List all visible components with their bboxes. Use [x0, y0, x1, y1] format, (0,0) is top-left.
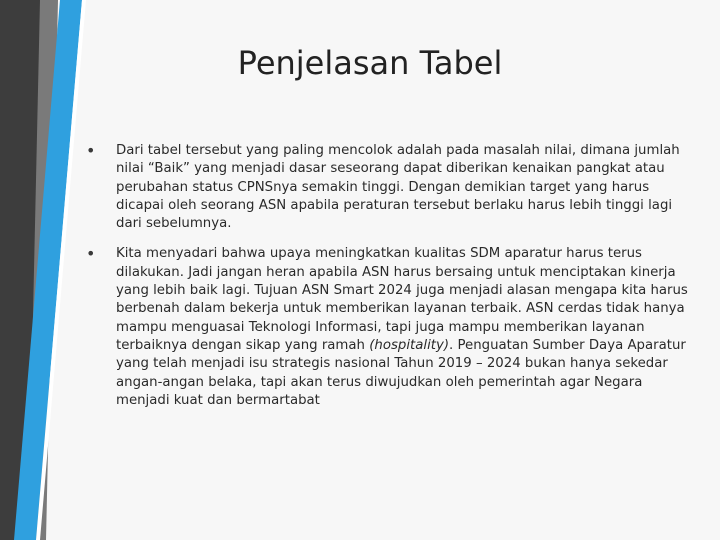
bullet-text: Dari tabel tersebut yang paling mencolok adalah pada masalah nilai, dimana jumlah nilai “Baik” yang menjadi dasar seseorang dapat diberikan kenaikan pangkat atau perubahan status CPNSnya semakin tinggi. Dengan demikian target yang harus dicapai oleh seorang ASN apabila peraturan tersebut berlaku harus lebih tinggi lagi dari sebelumnya.: [116, 143, 680, 232]
slide-title: Penjelasan Tabel: [237, 44, 503, 82]
bullet-dot-icon: •: [86, 141, 96, 160]
bullet-text-part: . Penguatan Sumber Daya Aparatur yang telah menjadi isu strategis nasional Tahun 2019 – 2024 bukan hanya sekedar angan-angan belaka, tapi akan terus diwujudkan oleh pemerintah agar Negara menjadi kuat dan bermartabat: [116, 337, 686, 408]
bullet-item: [82, 245, 694, 410]
bullet-item: [82, 142, 694, 233]
bullet-text-italic: (hospitality): [369, 337, 450, 353]
bullet-list: [82, 142, 694, 422]
bullet-dot-icon: •: [86, 244, 96, 264]
bullet-text: [116, 246, 688, 407]
bullet-text-part: Kita menyadari bahwa upaya meningkatkan kualitas SDM aparatur harus terus dilakukan. Jadi jangan heran apabila ASN harus bersaing untuk menciptakan kinerja yang lebih baik lagi. Tujuan ASN Smart 2024 juga menjadi alasan mengapa kita harus berbenah dalam bekerja untuk memberikan layanan terbaik. ASN cerdas tidak hanya mampu menguasai Teknologi Informasi, tapi juga mampu memberikan layanan terbaiknya dengan sikap yang ramah: [116, 246, 688, 353]
